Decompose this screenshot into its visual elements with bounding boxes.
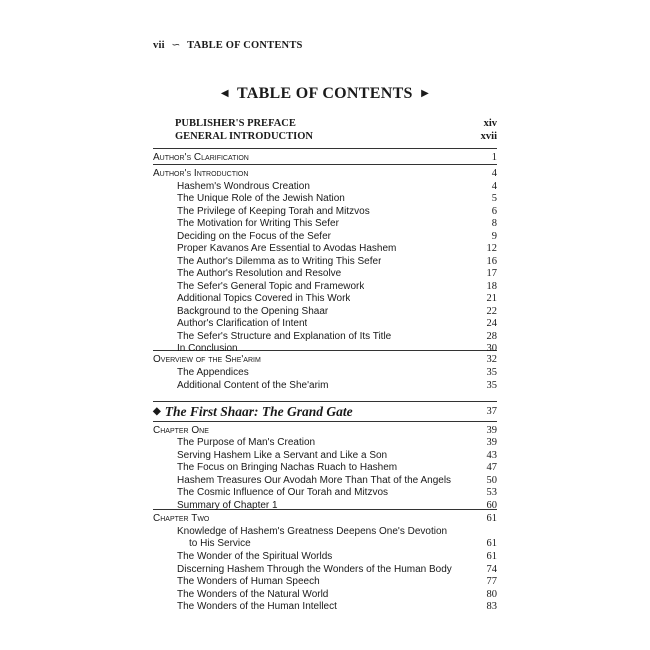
toc-entry-page: 4 xyxy=(491,168,497,179)
toc-entry-title: Deciding on the Focus of the Sefer xyxy=(177,231,331,242)
toc-entry-page: 21 xyxy=(486,293,497,304)
toc-entry-title: Hashem Treasures Our Avodah More Than That of the Angels xyxy=(177,475,452,486)
ornament-right-icon: ▶ xyxy=(421,88,430,99)
toc-entry[interactable] xyxy=(153,118,497,130)
toc-entry-title: Hashem's Wondrous Creation xyxy=(177,181,310,192)
toc-entry-title: Proper Kavanos Are Essential to Avodas Hashem xyxy=(177,243,397,254)
toc-entry-title: Background to the Opening Shaar xyxy=(177,306,329,317)
section-rule xyxy=(153,148,497,149)
toc-entry-page: 30 xyxy=(486,343,497,354)
toc-entry-page: 60 xyxy=(486,500,497,511)
toc-entry[interactable] xyxy=(153,243,497,255)
toc-entry[interactable] xyxy=(153,367,497,379)
toc-entry[interactable] xyxy=(153,513,497,525)
toc-entry-page: 17 xyxy=(486,268,497,279)
toc-entry-title: The Wonder of the Spiritual Worlds xyxy=(177,551,333,562)
toc-entry[interactable] xyxy=(153,500,497,512)
toc-entry-title: Summary of Chapter 1 xyxy=(177,500,278,511)
page-number: vii xyxy=(153,40,165,51)
toc-entry-title: Chapter One xyxy=(153,425,209,436)
toc-entry[interactable] xyxy=(153,268,497,280)
toc-entry-title: Chapter Two xyxy=(153,513,210,524)
toc-entry[interactable] xyxy=(153,293,497,305)
toc-entry-page: 53 xyxy=(486,487,497,498)
running-head xyxy=(153,39,303,51)
ornament-icon: ∽ xyxy=(171,40,181,51)
toc-entry[interactable] xyxy=(153,168,497,180)
toc-entry[interactable] xyxy=(153,406,497,418)
section-rule xyxy=(153,401,497,402)
toc-entry[interactable] xyxy=(153,450,497,462)
toc-entry-page: 1 xyxy=(491,152,497,163)
toc-entry[interactable] xyxy=(153,425,497,437)
toc-entry[interactable] xyxy=(153,380,497,392)
toc-entry[interactable] xyxy=(153,487,497,499)
toc-entry-title: Serving Hashem Like a Servant and Like a Son xyxy=(177,450,388,461)
page-title xyxy=(0,85,650,103)
toc-entry-page: 74 xyxy=(486,564,497,575)
toc-entry-title: The First Shaar: The Grand Gate xyxy=(164,406,353,418)
section-rule xyxy=(153,421,497,422)
toc-entry-title: Author's Clarification of Intent xyxy=(177,318,308,329)
toc-entry[interactable] xyxy=(153,256,497,268)
toc-entry[interactable] xyxy=(153,193,497,205)
toc-entry-title: The Author's Resolution and Resolve xyxy=(177,268,342,279)
toc-entry-page: 5 xyxy=(491,193,497,204)
toc-entry-title: The Appendices xyxy=(177,367,249,378)
toc-entry-title: The Wonders of Human Speech xyxy=(177,576,320,587)
toc-entry-page: 37 xyxy=(486,406,497,417)
toc-entry[interactable] xyxy=(153,564,497,576)
toc-entry-page: 18 xyxy=(486,281,497,292)
toc-entry-page: 28 xyxy=(486,331,497,342)
toc-entry[interactable] xyxy=(153,218,497,230)
toc-entry-title: Author's Clarification xyxy=(153,152,249,163)
toc-entry-title: Author's Introduction xyxy=(153,168,249,179)
toc-entry-title: The Wonders of the Human Intellect xyxy=(177,601,337,612)
toc-entry-title: The Unique Role of the Jewish Nation xyxy=(177,193,345,204)
toc-entry-page: 80 xyxy=(486,589,497,600)
toc-entry-title: The Purpose of Man's Creation xyxy=(177,437,316,448)
toc-entry[interactable] xyxy=(153,526,497,538)
toc-entry-title: Additional Topics Covered in This Work xyxy=(177,293,351,304)
toc-entry-title: Discerning Hashem Through the Wonders of the Human Body xyxy=(177,564,452,575)
toc-entry-page: 24 xyxy=(486,318,497,329)
toc-entry-page: 77 xyxy=(486,576,497,587)
page-title-text: TABLE OF CONTENTS xyxy=(236,85,413,102)
ornament-left-icon: ◀ xyxy=(220,88,229,99)
toc-entry[interactable] xyxy=(153,231,497,243)
toc-entry-page: 61 xyxy=(486,538,497,549)
toc-entry-page: 39 xyxy=(486,425,497,436)
toc-entry-page: 47 xyxy=(486,462,497,473)
toc-entry-page: 43 xyxy=(486,450,497,461)
toc-entry-title: GENERAL INTRODUCTION xyxy=(175,131,313,142)
toc-entry[interactable] xyxy=(153,331,497,343)
toc-entry[interactable] xyxy=(153,281,497,293)
toc-entry-page: 61 xyxy=(486,513,497,524)
toc-entry[interactable] xyxy=(153,181,497,193)
toc-entry-page: xvii xyxy=(480,131,497,142)
toc-entry-title: The Privilege of Keeping Torah and Mitzvos xyxy=(177,206,370,217)
toc-entry-title: The Cosmic Influence of Our Torah and Mitzvos xyxy=(177,487,389,498)
toc-entry[interactable] xyxy=(153,318,497,330)
toc-entry[interactable] xyxy=(153,131,497,143)
toc-entry-page: 61 xyxy=(486,551,497,562)
toc-entry-page: 22 xyxy=(486,306,497,317)
toc-entry[interactable] xyxy=(153,437,497,449)
toc-entry[interactable] xyxy=(153,206,497,218)
toc-entry-title: The Author's Dilemma as to Writing This Sefer xyxy=(177,256,382,267)
toc-entry-page: 39 xyxy=(486,437,497,448)
toc-entry-page: 35 xyxy=(486,380,497,391)
toc-entry-page: 8 xyxy=(491,218,497,229)
toc-entry-page: xiv xyxy=(483,118,497,129)
toc-entry[interactable] xyxy=(153,589,497,601)
toc-entry-page: 35 xyxy=(486,367,497,378)
toc-entry[interactable] xyxy=(153,475,497,487)
toc-entry-page: 32 xyxy=(486,354,497,365)
toc-entry-page: 4 xyxy=(491,181,497,192)
toc-entry[interactable] xyxy=(153,576,497,588)
toc-entry-title: PUBLISHER'S PREFACE xyxy=(175,118,296,129)
toc-entry-page: 16 xyxy=(486,256,497,267)
toc-entry-title: The Sefer's General Topic and Framework xyxy=(177,281,365,292)
toc-entry-title: The Sefer's Structure and Explanation of Its Title xyxy=(177,331,392,342)
toc-entry-title: The Focus on Bringing Nachas Ruach to Hashem xyxy=(177,462,398,473)
toc-entry[interactable] xyxy=(153,601,497,613)
shaar-ornament-icon: ◆ xyxy=(153,406,161,417)
toc-entry-page: 6 xyxy=(491,206,497,217)
toc-entry-page: 50 xyxy=(486,475,497,486)
toc-entry-title: The Motivation for Writing This Sefer xyxy=(177,218,339,229)
toc-entry[interactable] xyxy=(153,551,497,563)
toc-entry[interactable] xyxy=(153,306,497,318)
running-head-title: TABLE OF CONTENTS xyxy=(187,40,303,51)
toc-entry-page: 9 xyxy=(491,231,497,242)
toc-entry[interactable] xyxy=(153,152,497,164)
toc-entry-page: 12 xyxy=(486,243,497,254)
toc-entry-title: Additional Content of the She'arim xyxy=(177,380,329,391)
toc-entry[interactable] xyxy=(153,354,497,366)
toc-entry-title: Overview of the She'arim xyxy=(153,354,261,365)
toc-entry-title: In Conclusion xyxy=(177,343,238,354)
toc-entry-page: 83 xyxy=(486,601,497,612)
toc-entry[interactable] xyxy=(153,462,497,474)
toc-entry-title: Knowledge of Hashem's Greatness Deepens One's Devotion xyxy=(177,526,448,537)
section-rule xyxy=(153,164,497,165)
toc-entry-title: to His Service xyxy=(189,538,251,549)
toc-entry[interactable] xyxy=(153,538,497,550)
toc-entry-title: The Wonders of the Natural World xyxy=(177,589,329,600)
